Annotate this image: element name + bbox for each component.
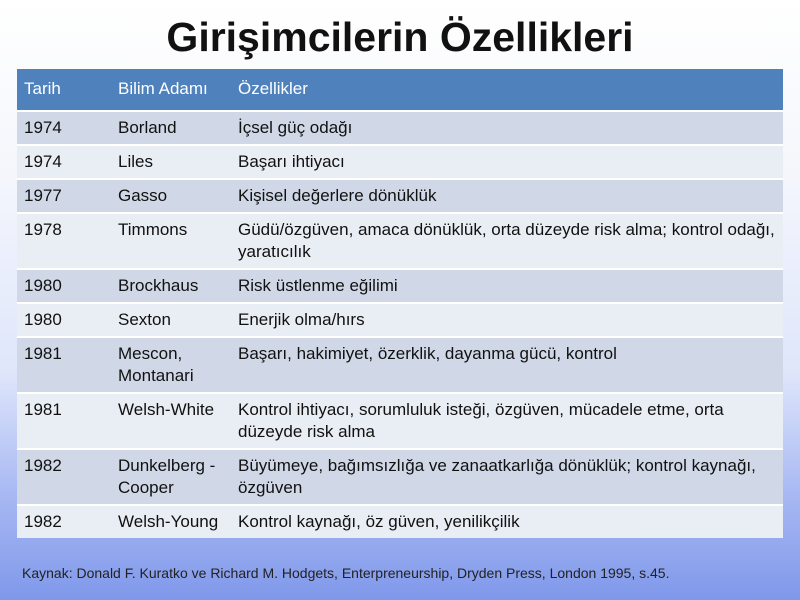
cell-characteristics: Başarı ihtiyacı — [231, 145, 783, 179]
cell-date: 1977 — [17, 179, 111, 213]
table-row — [17, 179, 783, 213]
slide-title: Girişimcilerin Özellikleri — [166, 14, 634, 60]
cell-characteristics: Risk üstlenme eğilimi — [231, 269, 783, 303]
header-scientist: Bilim Adamı — [111, 69, 231, 111]
cell-characteristics: Başarı, hakimiyet, özerklik, dayanma gücü, kontrol — [231, 337, 783, 393]
cell-date: 1981 — [17, 393, 111, 449]
table-row — [17, 213, 783, 269]
table-row — [17, 449, 783, 505]
cell-characteristics: Büyümeye, bağımsızlığa ve zanaatkarlığa dönüklük; kontrol kaynağı, özgüven — [231, 449, 783, 505]
cell-date: 1980 — [17, 269, 111, 303]
source-citation: Kaynak: Donald F. Kuratko ve Richard M. Hodgets, Enterpreneurship, Dryden Press, London 1995, s.45. — [22, 565, 670, 581]
cell-date: 1974 — [17, 145, 111, 179]
table-header-row — [17, 69, 783, 111]
header-date: Tarih — [17, 69, 111, 111]
cell-date: 1978 — [17, 213, 111, 269]
cell-characteristics: Kişisel değerlere dönüklük — [231, 179, 783, 213]
cell-date: 1974 — [17, 111, 111, 145]
cell-scientist: Timmons — [111, 213, 231, 269]
cell-characteristics: İçsel güç odağı — [231, 111, 783, 145]
cell-scientist: Mescon, Montanari — [111, 337, 231, 393]
table-row — [17, 393, 783, 449]
cell-scientist: Borland — [111, 111, 231, 145]
cell-characteristics: Kontrol ihtiyacı, sorumluluk isteği, özgüven, mücadele etme, orta düzeyde risk alma — [231, 393, 783, 449]
cell-date: 1982 — [17, 449, 111, 505]
cell-scientist: Brockhaus — [111, 269, 231, 303]
table-row — [17, 337, 783, 393]
table-row — [17, 269, 783, 303]
cell-date: 1980 — [17, 303, 111, 337]
header-characteristics: Özellikler — [231, 69, 783, 111]
table-row — [17, 303, 783, 337]
table-row — [17, 145, 783, 179]
cell-scientist: Dunkelberg -Cooper — [111, 449, 231, 505]
characteristics-table — [17, 69, 783, 538]
cell-date: 1982 — [17, 505, 111, 538]
cell-scientist: Welsh-Young — [111, 505, 231, 538]
cell-characteristics: Kontrol kaynağı, öz güven, yenilikçilik — [231, 505, 783, 538]
cell-scientist: Liles — [111, 145, 231, 179]
cell-characteristics: Enerjik olma/hırs — [231, 303, 783, 337]
cell-date: 1981 — [17, 337, 111, 393]
cell-scientist: Gasso — [111, 179, 231, 213]
cell-scientist: Welsh-White — [111, 393, 231, 449]
table-row — [17, 505, 783, 538]
cell-characteristics: Güdü/özgüven, amaca dönüklük, orta düzeyde risk alma; kontrol odağı, yaratıcılık — [231, 213, 783, 269]
table-row — [17, 111, 783, 145]
cell-scientist: Sexton — [111, 303, 231, 337]
